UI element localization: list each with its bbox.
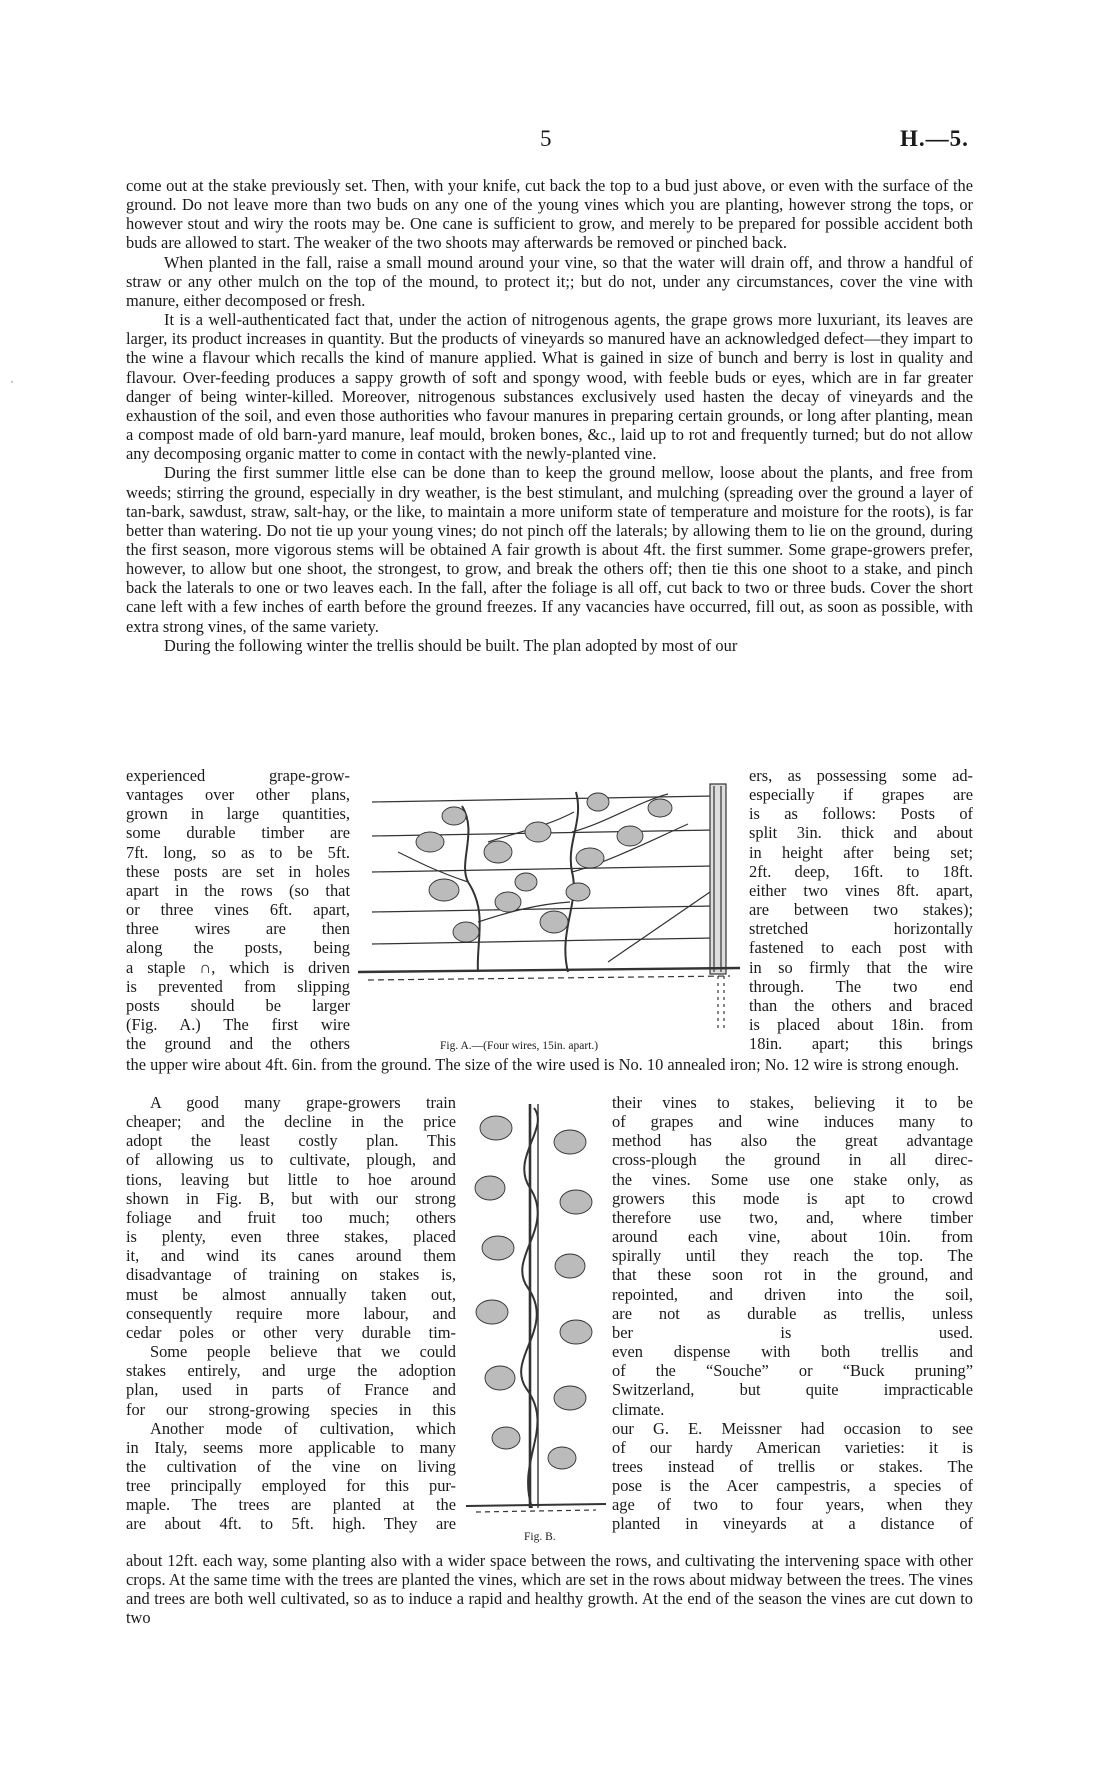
fig-a-left-column: [126, 766, 350, 1053]
column-line: (Fig. A.) The first wire: [126, 1015, 350, 1035]
column-line: spirally until they reach the top. The: [612, 1246, 973, 1266]
column-line: is plenty, even three stakes, placed: [126, 1227, 456, 1247]
column-line: for our strong-growing species in this: [126, 1399, 456, 1419]
column-line: Some people believe that we could: [150, 1342, 456, 1362]
column-line: in so firmly that the wire: [749, 957, 973, 977]
fig-b-left-column: [126, 1093, 456, 1534]
column-line: cheaper; and the decline in the price: [126, 1112, 456, 1132]
column-line: along the posts, being: [126, 938, 350, 958]
column-line: cross-plough the ground in all direc-: [612, 1150, 973, 1170]
column-line: tions, leaving but little to hoe around: [126, 1169, 456, 1189]
column-line: three wires are then: [126, 919, 350, 939]
page-header: [0, 126, 1114, 156]
column-line: 7ft. long, so as to be 5ft.: [126, 842, 350, 862]
page-number: 5: [540, 126, 552, 151]
column-line: disadvantage of training on stakes is,: [126, 1265, 456, 1285]
column-line: stakes entirely, and urge the adoption: [126, 1361, 456, 1381]
final-text-block: [126, 1551, 973, 1628]
column-line: growers this mode is apt to crowd: [612, 1188, 973, 1208]
column-line: repointed, and driven into the soil,: [612, 1284, 973, 1304]
paragraph-stake: come out at the stake previously set. Then, with your knife, cut back the top to a bud just above, or even with the surface of the ground. Do not leave more than two buds on any one of the young vines which you are planting, however strong the tops, or however stout and wiry the roots may be. One cane is sufficient to grow, and merely to be prepared for possible accident both buds are allowed to start. The weaker of the two shoots may afterwards be removed or pinched back.: [126, 176, 973, 253]
fig-a-caption: Fig. A.—(Four wires, 15in. apart.): [440, 1040, 599, 1052]
column-line: 2ft. deep, 16ft. to 18ft.: [749, 861, 973, 881]
column-line: fastened to each post with: [749, 938, 973, 958]
column-line: Switzerland, but quite impracticable: [612, 1380, 973, 1400]
top-text-block: [126, 176, 973, 655]
fig-b-caption: Fig. B.: [524, 1531, 556, 1543]
column-line: adopt the least costly plan. This: [126, 1131, 456, 1151]
column-line: or three vines 6ft. apart,: [126, 900, 350, 920]
column-line: a staple ∩, which is driven: [126, 957, 350, 977]
column-line: age of two to four years, when they: [612, 1495, 973, 1515]
column-line: through. The two end: [749, 976, 973, 996]
column-line: are about 4ft. to 5ft. high. They are: [126, 1514, 456, 1534]
fig-b-stake-illustration: [466, 1098, 606, 1530]
column-line: vantages over other plans,: [126, 785, 350, 805]
column-line: pose is the Acer campestris, a species of: [612, 1476, 973, 1496]
column-line: shown in Fig. B, but with our strong: [126, 1188, 456, 1208]
paragraph-fall-planting: When planted in the fall, raise a small mound around your vine, so that the water will drain off, and throw a handful of straw or any other mulch on the top of the mound, to protect it;; but do not, under any circumstances, cover the vine with manure, either decomposed or fresh.: [126, 252, 973, 310]
column-line: of the “Souche” or “Buck pruning”: [612, 1361, 973, 1381]
column-line: of grapes and wine induces many to: [612, 1112, 973, 1132]
column-line: is prevented from slipping: [126, 976, 350, 996]
column-line: is as follows: Posts of: [749, 804, 973, 824]
column-line: must be almost annually taken out,: [126, 1284, 456, 1304]
column-line: of our hardy American varieties: it is: [612, 1437, 973, 1457]
column-line: these posts are set in holes: [126, 861, 350, 881]
column-line: around each vine, about 10in. from: [612, 1227, 973, 1247]
column-line: the cultivation of the vine on living: [126, 1456, 456, 1476]
column-line: even dispense with both trellis and: [612, 1342, 973, 1362]
column-line: the ground and the others: [126, 1034, 350, 1054]
column-line: apart in the rows (so that: [126, 880, 350, 900]
column-line: that these soon rot in the ground, and: [612, 1265, 973, 1285]
column-line: trees instead of trellis or stakes. The: [612, 1456, 973, 1476]
column-line: method has also the great advantage: [612, 1131, 973, 1151]
column-line: Another mode of cultivation, which: [150, 1418, 456, 1438]
after-fig-a-text: [126, 1055, 973, 1074]
paragraph-nitrogenous: It is a well-authenticated fact that, under the action of nitrogenous agents, the grape grows more luxuriant, its leaves are larger, its product increases in quantity. But the products of vineyards so manured have an acknowledged defect—they impart to the wine a flavour which recalls the kind of manure applied. What is gained in size of bunch and berry is lost in quality and flavour. Over-feeding produces a sappy growth of soft and spongy wood, with feeble buds or eyes, which are in far greater danger of being winter-killed. Moreover, nitrogenous substances exclusively used hasten the decay of vineyards and the exhaustion of the soil, and even those authorities who favour manures in preparing certain grounds, or long after planting, mean a compost made of old barn-yard manure, leaf mould, broken bones, &c., laid up to rot and frequently turned; but do not allow any decomposing organic matter to come in contact with the newly-planted vine.: [126, 310, 973, 464]
fig-a-trellis-illustration: [358, 772, 740, 1038]
fig-b-right-column: [612, 1093, 973, 1534]
margin-mark: ˙: [10, 378, 14, 392]
column-line: cedar poles or other very durable tim-: [126, 1322, 456, 1342]
column-line: posts should be larger: [126, 995, 350, 1015]
paragraph-trellis-intro: During the following winter the trellis should be built. The plan adopted by most of our: [164, 635, 738, 655]
column-line: in height after being set;: [749, 842, 973, 862]
column-line: planted in vineyards at a distance of: [612, 1514, 973, 1534]
column-line: 18in. apart; this brings: [749, 1034, 973, 1054]
column-line: the vines. Some use one stake only, as: [612, 1169, 973, 1189]
column-line: of allowing us to cultivate, plough, and: [126, 1150, 456, 1170]
column-line: either two vines 8ft. apart,: [749, 880, 973, 900]
column-line: it, and wind its canes around them: [126, 1246, 456, 1266]
column-line: grown in large quantities,: [126, 804, 350, 824]
paragraph-italy-trees: about 12ft. each way, some planting also with a wider space between the rows, and cultivating the intervening space with other crops. At the same time with the trees are planted the vines, which are set in the rows about midway between the trees. The vines and trees are both well cultivated, so as to induce a rapid and healthy growth. At the end of the season the vines are cut down to two: [126, 1551, 973, 1628]
paragraph-wire-height: the upper wire about 4ft. 6in. from the ground. The size of the wire used is No. 10 annealed iron; No. 12 wire is strong enough.: [126, 1055, 960, 1074]
column-line: consequently require more labour, and: [126, 1303, 456, 1323]
column-line: their vines to stakes, believing it to be: [612, 1093, 973, 1112]
column-line: split 3in. thick and about: [749, 823, 973, 843]
column-line: especially if grapes are: [749, 785, 973, 805]
column-line: our G. E. Meissner had occasion to see: [612, 1418, 973, 1438]
column-line: foliage and fruit too much; others: [126, 1207, 456, 1227]
column-line: climate.: [612, 1399, 665, 1419]
fig-a-right-column: [749, 766, 973, 1053]
column-line: some durable timber are: [126, 823, 350, 843]
column-line: therefore use two, and, where timber: [612, 1207, 973, 1227]
column-line: are between two stakes);: [749, 900, 973, 920]
column-line: stretched horizontally: [749, 919, 973, 939]
column-line: plan, used in parts of France and: [126, 1380, 456, 1400]
column-line: tree principally employed for this pur-: [126, 1476, 456, 1496]
column-line: experienced grape-grow-: [126, 766, 350, 785]
column-line: ers, as possessing some ad-: [749, 766, 973, 785]
column-line: maple. The trees are planted at the: [126, 1495, 456, 1515]
paragraph-first-summer: During the first summer little else can be done than to keep the ground mellow, loose about the plants, and free from weeds; stirring the ground, especially in dry weather, is the best stimulant, and mulching (spreading over the ground a layer of tan-bark, sawdust, straw, salt-hay, or the like, to maintain a more uniform state of temperature and moisture for the roots), is far better than watering. Do not tie up your young vines; do not pinch off the laterals; by allowing them to lie on the ground, during the first season, more vigorous stems will be obtained A fair growth is about 4ft. the first summer. Some grape-growers prefer, however, to allow but one shoot, the strongest, to grow, and break the others off; then tie this one shoot to a stake, and pinch back the laterals to one or two leaves each. In the fall, after the foliage is all off, cut back to two or three buds. Cover the short cane left with a few inches of earth before the ground freezes. If any vacancies have occurred, fill out, as soon as possible, with extra strong vines, of the same variety.: [126, 463, 973, 636]
column-line: are not as durable as trellis, unless: [612, 1303, 973, 1323]
column-line: ber is used.: [612, 1322, 973, 1342]
column-line: than the others and braced: [749, 995, 973, 1015]
document-code: H.—5.: [900, 126, 969, 151]
column-line: A good many grape-growers train: [150, 1093, 456, 1112]
column-line: is placed about 18in. from: [749, 1015, 973, 1035]
column-line: in Italy, seems more applicable to many: [126, 1437, 456, 1457]
